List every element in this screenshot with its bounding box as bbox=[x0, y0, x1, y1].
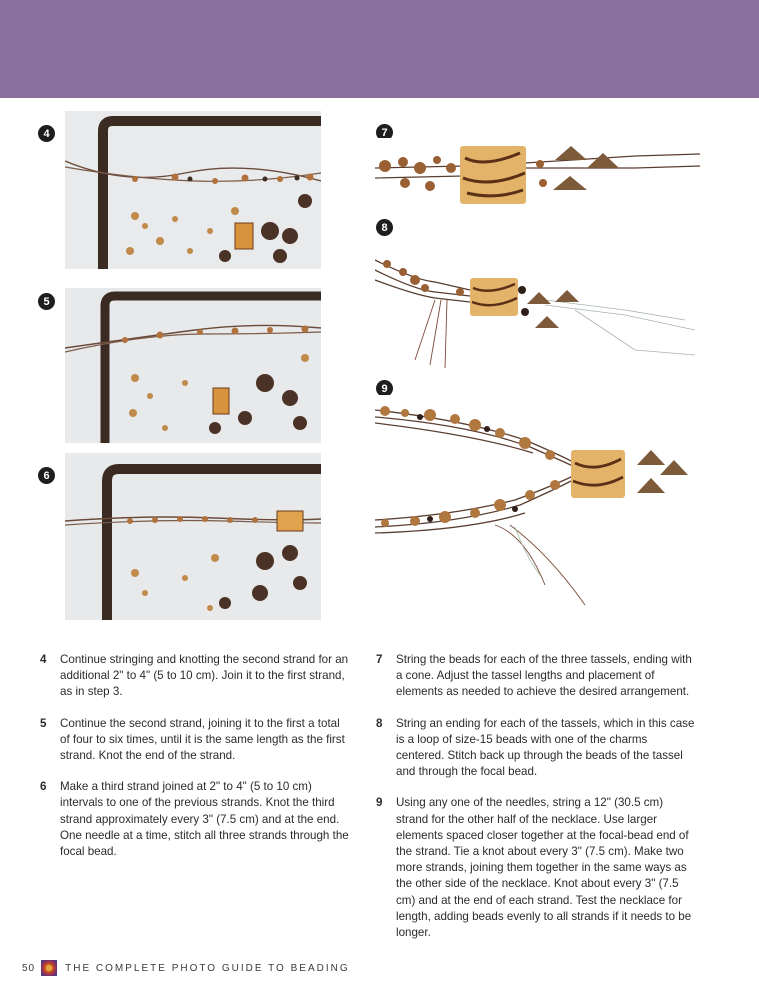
step-number: 6 bbox=[40, 780, 47, 794]
figure-badge-5: 5 bbox=[38, 293, 55, 310]
figure-badge-4: 4 bbox=[38, 125, 55, 142]
figure-photo-step-7 bbox=[375, 138, 700, 213]
step-number: 5 bbox=[40, 716, 47, 730]
running-title: THE COMPLETE PHOTO GUIDE TO BEADING bbox=[65, 962, 350, 974]
header-color-band bbox=[0, 0, 759, 98]
step-4 bbox=[40, 652, 350, 701]
figure-badge-8: 8 bbox=[376, 219, 393, 236]
figure-photo-step-4 bbox=[65, 111, 321, 269]
step-6 bbox=[40, 779, 350, 860]
step-number: 8 bbox=[376, 716, 383, 730]
step-text: Continue stringing and knotting the second strand for an additional 2" to 4" (5 to 10 cm). Join it to the first strand, as in step 3. bbox=[60, 653, 349, 699]
step-9 bbox=[376, 795, 698, 941]
step-number: 7 bbox=[376, 653, 383, 666]
step-text: String the beads for each of the three tassels, ending with a cone. Adjust the tassel lengths and placement of elements as needed to achieve the desired arrangement. bbox=[396, 653, 692, 699]
steps-left-column bbox=[40, 652, 350, 875]
step-number: 4 bbox=[40, 653, 47, 666]
step-number: 9 bbox=[376, 796, 383, 810]
step-8 bbox=[376, 716, 698, 781]
figure-photo-step-8 bbox=[375, 240, 700, 370]
figure-photo-step-5 bbox=[65, 288, 321, 443]
steps-right-column bbox=[376, 652, 698, 956]
step-7 bbox=[376, 652, 698, 701]
page-footer bbox=[22, 961, 350, 975]
figure-photo-step-6 bbox=[65, 453, 321, 620]
beading-logo-icon bbox=[41, 960, 57, 976]
step-5 bbox=[40, 716, 350, 765]
figure-badge-7: 7 bbox=[376, 124, 393, 141]
step-text: Continue the second strand, joining it to the first a total of four to six times, until it is the same length as the first strand. Knot the end of the strand. bbox=[60, 716, 345, 763]
step-text: String an ending for each of the tassels, which in this case is a loop of size-15 beads with one of the charms centered. Stitch back up through the beads of the tassel and through the focal bead. bbox=[396, 716, 695, 779]
figure-badge-9: 9 bbox=[376, 380, 393, 397]
figure-badge-6: 6 bbox=[38, 467, 55, 484]
step-text: Make a third strand joined at 2" to 4" (5 to 10 cm) intervals to one of the previous strands. Knot the third strand approximately every 3" (7.5 cm) and at the end. One needle at a time, stitch all three strands through the focal bead. bbox=[60, 780, 349, 859]
page-number: 50 bbox=[22, 962, 36, 974]
step-text: Using any one of the needles, string a 12" (30.5 cm) strand for the other half of the necklace. Use larger elements spaced closer together at the focal-bead end of the strand. Tie a knot about every 3" (7.5 cm). Make two more strands, joining them together in the same ways as the other side of the necklace. Knot about every 3" (7.5 cm) and at the end of each strand. Test the necklace for length, adding beads evenly to all strands if it needs to be longer. bbox=[396, 796, 692, 940]
figure-photo-step-9 bbox=[375, 395, 700, 620]
